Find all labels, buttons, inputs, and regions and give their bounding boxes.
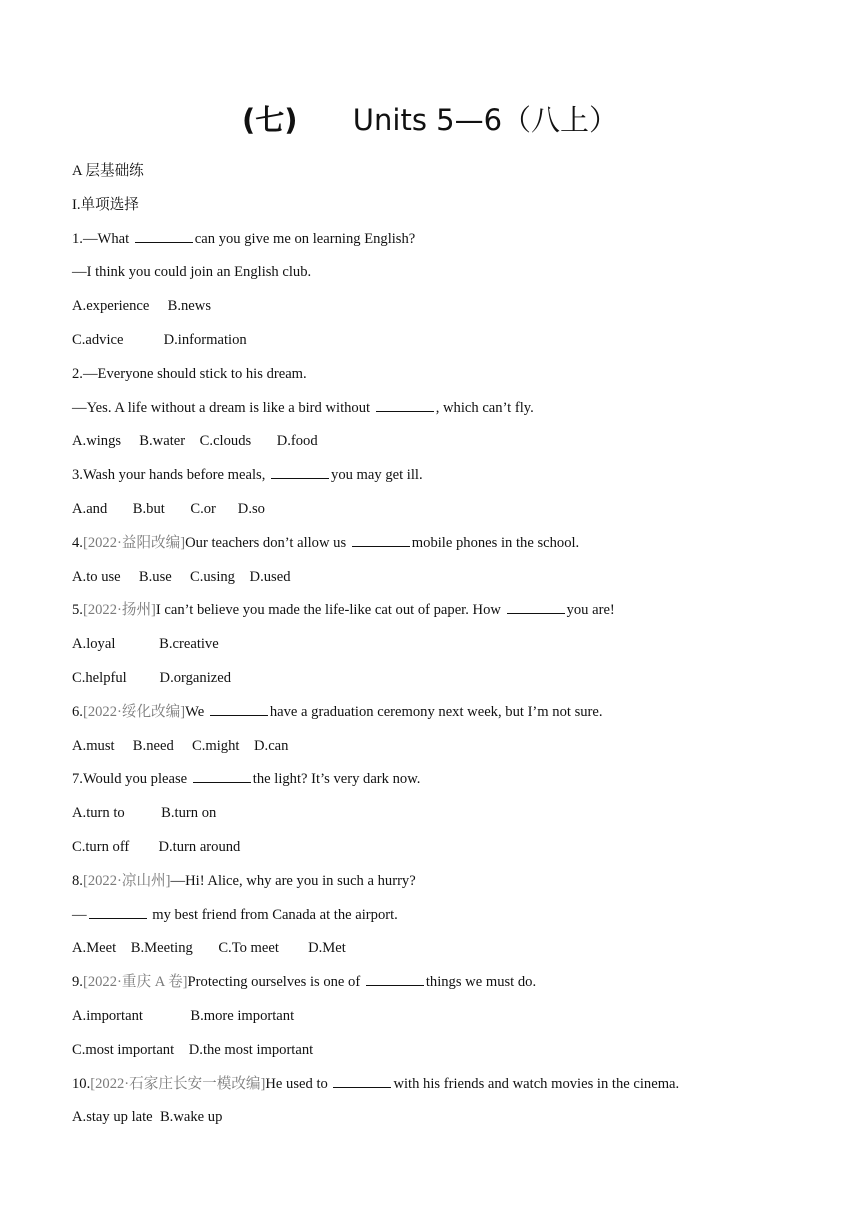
line-text: A.to use B.use C.using D.used xyxy=(72,568,291,585)
line-text: have a graduation ceremony next week, but I’m not sure. xyxy=(269,703,603,720)
line-text: 10. xyxy=(72,1075,91,1092)
line-text: C.turn off D.turn around xyxy=(72,838,241,855)
text-line xyxy=(72,666,812,700)
line-text: mobile phones in the school. xyxy=(411,534,580,551)
line-text: A.important B.more important xyxy=(72,1007,295,1024)
answer-blank[interactable] xyxy=(271,464,329,479)
line-text: , which can’t fly. xyxy=(435,399,534,416)
answer-blank[interactable] xyxy=(333,1073,391,1088)
text-line xyxy=(72,936,812,970)
line-text: — xyxy=(72,906,87,923)
text-line xyxy=(72,767,812,801)
line-text: A.loyal B.creative xyxy=(72,636,219,653)
text-line xyxy=(72,227,812,261)
line-text: —Yes. A life without a dream is like a bird without xyxy=(72,399,374,416)
text-line xyxy=(72,463,812,497)
text-line xyxy=(72,869,812,903)
text-line xyxy=(72,565,812,599)
line-text: Protecting ourselves is one of xyxy=(187,974,364,991)
answer-blank[interactable] xyxy=(507,599,565,614)
line-text: A.and B.but C.or D.so xyxy=(72,500,265,517)
line-text: I can’t believe you made the life-like cat out of paper. How xyxy=(155,602,505,619)
line-text: A.wings B.water C.clouds D.food xyxy=(72,433,318,450)
line-text: A.experience B.news xyxy=(72,298,211,315)
text-line xyxy=(72,1004,812,1038)
answer-blank[interactable] xyxy=(89,904,147,919)
line-text: 8. xyxy=(72,872,83,889)
title-text: Units 5—6（八上） xyxy=(352,103,619,137)
text-line xyxy=(72,260,812,294)
line-text: —I think you could join an English club. xyxy=(72,264,312,281)
answer-blank[interactable] xyxy=(193,768,251,783)
answer-blank[interactable] xyxy=(352,532,410,547)
line-text: We xyxy=(185,703,208,720)
source-tag: [2022·石家庄长安一模改编] xyxy=(90,1075,266,1092)
line-text: A.turn to B.turn on xyxy=(72,805,217,822)
answer-blank[interactable] xyxy=(210,701,268,716)
line-text: A.must B.need C.might D.can xyxy=(72,737,289,754)
answer-blank[interactable] xyxy=(135,228,193,243)
line-text: things we must do. xyxy=(425,974,537,991)
line-text: C.most important D.the most important xyxy=(72,1041,314,1058)
line-text: —Hi! Alice, why are you in such a hurry? xyxy=(170,872,416,889)
text-line xyxy=(72,801,812,835)
answer-blank[interactable] xyxy=(366,971,424,986)
source-tag: [2022·凉山州] xyxy=(82,872,171,889)
text-line xyxy=(72,598,812,632)
line-text: 2.—Everyone should stick to his dream. xyxy=(72,365,307,382)
source-tag: [2022·扬州] xyxy=(82,602,156,619)
line-text: 7.Would you please xyxy=(72,771,191,788)
text-line xyxy=(72,1038,812,1072)
text-line xyxy=(72,1105,812,1139)
section-heading: A 层基础练 xyxy=(72,163,144,179)
line-text: C.advice D.information xyxy=(72,331,247,348)
line-text: Our teachers don’t allow us xyxy=(185,534,350,551)
text-line xyxy=(72,531,812,565)
page-title xyxy=(0,100,860,140)
exercise-body xyxy=(72,159,812,1139)
text-line xyxy=(72,903,812,937)
title-number: (七) xyxy=(241,103,298,137)
text-line xyxy=(72,497,812,531)
line-text: 3.Wash your hands before meals, xyxy=(72,467,270,484)
text-line xyxy=(72,429,812,463)
text-line xyxy=(72,734,812,768)
line-text: C.helpful D.organized xyxy=(72,669,232,686)
line-text: A.stay up late B.wake up xyxy=(72,1109,223,1126)
text-line xyxy=(72,1072,812,1106)
answer-blank[interactable] xyxy=(376,397,434,412)
text-line xyxy=(72,970,812,1004)
text-line xyxy=(72,294,812,328)
line-text: He used to xyxy=(265,1075,332,1092)
text-line xyxy=(72,632,812,666)
source-tag: [2022·重庆 A 卷] xyxy=(82,974,188,991)
line-text: 4. xyxy=(72,534,83,551)
line-text: 1.—What xyxy=(72,230,133,247)
text-line xyxy=(72,328,812,362)
line-text: can you give me on learning English? xyxy=(194,230,416,247)
line-text: my best friend from Canada at the airport. xyxy=(148,906,398,923)
line-text: 6. xyxy=(72,703,83,720)
source-tag: [2022·益阳改编] xyxy=(82,534,186,551)
subsection-heading: I.单项选择 xyxy=(72,196,139,213)
line-text: 9. xyxy=(72,974,83,991)
line-text: 5. xyxy=(72,602,83,619)
line-text: the light? It’s very dark now. xyxy=(252,771,421,788)
text-line xyxy=(72,396,812,430)
line-text: you may get ill. xyxy=(331,467,423,484)
text-line xyxy=(72,362,812,396)
line-text: A.Meet B.Meeting C.To meet D.Met xyxy=(72,940,346,957)
line-text: you are! xyxy=(566,602,615,619)
line-text: with his friends and watch movies in the cinema. xyxy=(393,1075,680,1092)
text-line xyxy=(72,700,812,734)
text-line xyxy=(72,835,812,869)
source-tag: [2022·绥化改编] xyxy=(82,703,186,720)
